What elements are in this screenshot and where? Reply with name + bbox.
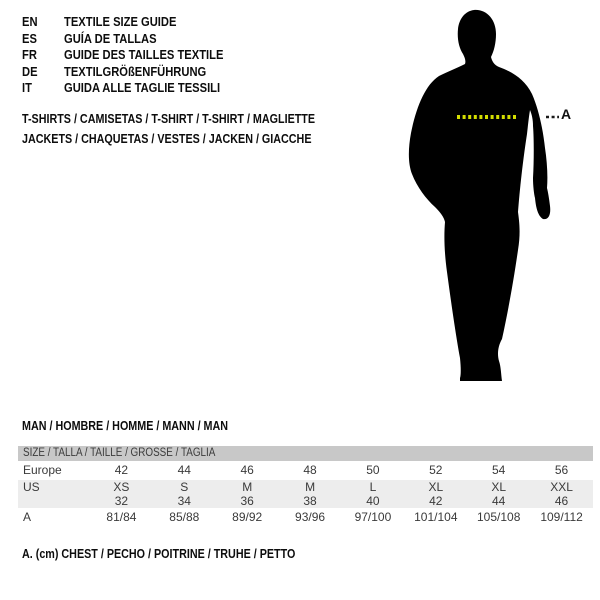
language-code: FR (22, 47, 37, 62)
size-cell: XS (113, 480, 130, 494)
language-code: ES (22, 30, 37, 46)
size-cell: S (180, 480, 189, 494)
size-cell: 54 (492, 463, 506, 477)
size-cell: 85/88 (169, 510, 200, 524)
language-label: GUIDA ALLE TAGLIE TESSILI (64, 80, 221, 95)
size-cell: 97/100 (354, 510, 392, 524)
size-cell: 38 (303, 494, 317, 508)
garment-line-tshirts: T-SHIRTS / CAMISETAS / T-SHIRT / T-SHIRT / MAGLIETTE (22, 112, 316, 126)
size-cell: 34 (177, 494, 191, 508)
size-table-header: SIZE / TALLA / TAILLE / GRÖSSE / TAGLIA (18, 446, 593, 461)
size-cell: 93/96 (295, 510, 326, 524)
measure-label-a: A (561, 106, 572, 122)
language-row (22, 64, 249, 81)
language-label: GUÍA DE TALLAS (64, 30, 157, 46)
language-code: DE (22, 63, 38, 79)
language-label: GUIDE DES TAILLES TEXTILE (64, 47, 224, 62)
size-cell: M (305, 480, 316, 494)
language-row (22, 31, 249, 48)
size-cell: 48 (303, 463, 317, 477)
language-label: TEXTILGRÖßENFÜHRUNG (64, 63, 207, 79)
size-cell: 32 (114, 494, 129, 508)
size-cell: 40 (366, 494, 380, 508)
man-silhouette (398, 6, 563, 391)
size-cell: 56 (554, 463, 569, 477)
table-row-chest (18, 508, 593, 527)
size-cell: XL (491, 480, 507, 494)
size-cell: L (369, 480, 377, 494)
size-cell: XXL (550, 480, 573, 494)
size-cell: 46 (554, 494, 569, 508)
row-label: A (23, 510, 32, 524)
size-cell: M (242, 480, 253, 494)
size-cell: 42 (429, 494, 443, 508)
table-row-us (18, 480, 593, 494)
size-cell: 109/112 (540, 510, 583, 524)
size-cell: 52 (429, 463, 443, 477)
section-title: MAN / HOMBRE / HOMME / MANN / MAN (22, 419, 229, 433)
size-cell: XL (428, 480, 444, 494)
size-cell: 101/104 (414, 510, 458, 524)
man-silhouette-shape (409, 10, 550, 381)
size-cell: 89/92 (232, 510, 263, 524)
language-row (22, 47, 249, 64)
us-size-band (18, 480, 593, 508)
size-cell: 44 (177, 463, 191, 477)
measurement-footnote: A. (cm) CHEST / PECHO / POITRINE / TRUHE / PETTO (22, 547, 296, 561)
language-row (22, 80, 249, 97)
size-table (18, 446, 593, 527)
row-label: Europe (23, 463, 62, 477)
size-cell: 81/84 (106, 510, 137, 524)
language-list (22, 14, 249, 97)
size-cell: 105/108 (476, 510, 521, 524)
size-cell: 46 (240, 463, 254, 477)
language-row (22, 14, 249, 31)
garment-line-jackets: JACKETS / CHAQUETAS / VESTES / JACKEN / GIACCHE (22, 131, 312, 146)
table-row-us-numeric (18, 494, 593, 508)
language-code: IT (22, 80, 32, 95)
size-cell: 50 (366, 463, 380, 477)
row-label: US (23, 480, 40, 494)
language-code: EN (22, 14, 38, 29)
garment-types (22, 110, 363, 149)
size-cell: 36 (240, 494, 254, 508)
size-cell: 44 (492, 494, 506, 508)
language-label: TEXTILE SIZE GUIDE (64, 14, 177, 29)
table-row-europe (18, 461, 593, 480)
size-cell: 42 (114, 463, 129, 477)
